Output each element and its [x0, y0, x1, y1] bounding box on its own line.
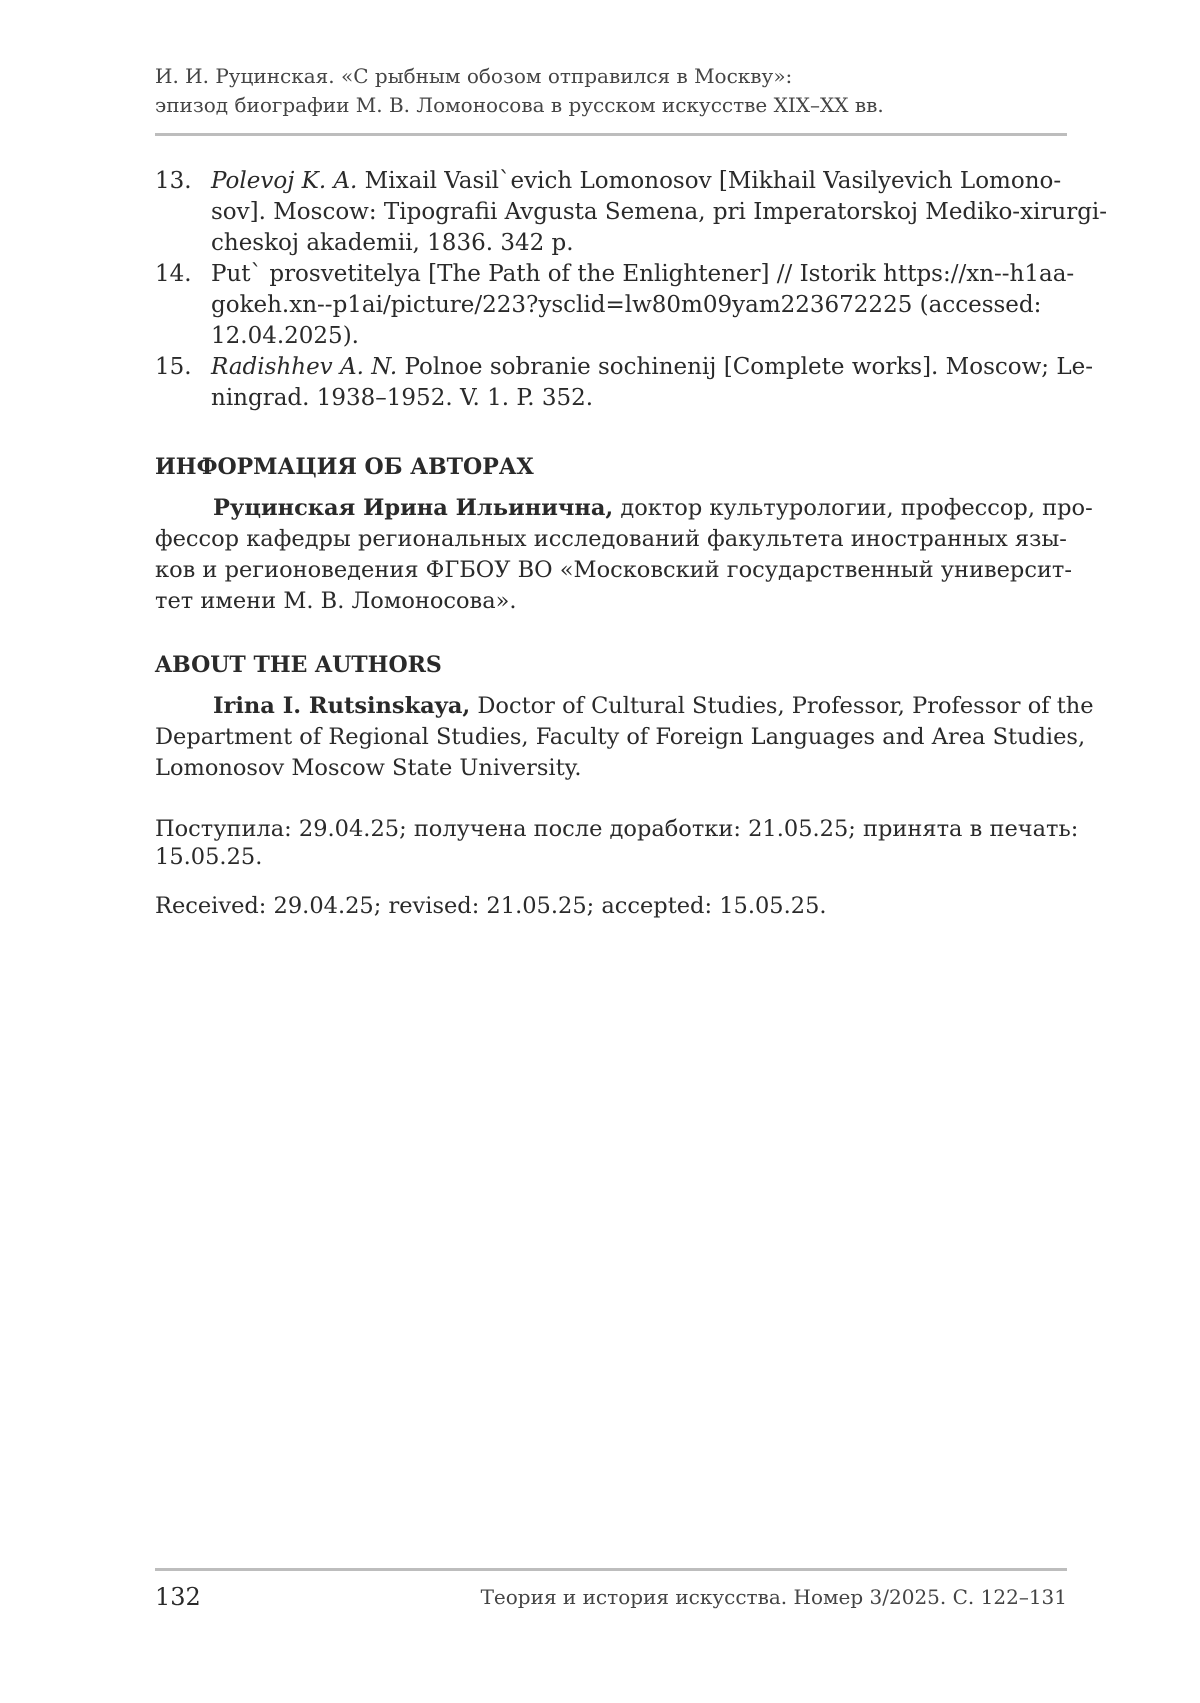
paragraph-line: Irina I. Rutsinskaya, Doctor of Cultural Studies, Professor, Professor of the — [213, 693, 1094, 719]
reference-line: Put` prosvetitelya [The Path of the Enlightener] // Istorik https://xn--h1aa- — [211, 261, 1075, 287]
reference-line: ningrad. 1938–1952. V. 1. P. 352. — [211, 385, 594, 411]
reference-number: 13. — [155, 168, 192, 194]
dates-ru-line: 15.05.25. — [155, 844, 263, 870]
reference-number: 15. — [155, 354, 192, 380]
reference-line: cheskoj akademii, 1836. 342 p. — [211, 230, 574, 256]
reference-item — [155, 166, 1108, 259]
paragraph-line: тет имени М. В. Ломоносова». — [155, 588, 517, 614]
running-header — [155, 62, 1067, 120]
page-number: 132 — [155, 1583, 201, 1611]
paragraph-line: ков и регионоведения ФГБОУ ВО «Московский государственный университ- — [155, 557, 1072, 583]
dates-ru — [155, 815, 1078, 871]
author-name-ru: Руцинская Ирина Ильинична, — [213, 495, 614, 521]
paragraph-line: Руцинская Ирина Ильинична, доктор культурологии, профессор, про- — [213, 495, 1093, 521]
reference-line — [211, 352, 1094, 383]
reference-author: Radishhev A. N. — [211, 354, 398, 380]
reference-text: Mixail Vasil`evich Lomonosov [Mikhail Vasilyevich Lomono- — [357, 168, 1062, 194]
header-divider — [155, 133, 1067, 136]
authors-ru-paragraph — [155, 493, 1093, 617]
footer-divider — [155, 1568, 1067, 1571]
reference-line: gokeh.xn--p1ai/picture/223?ysclid=lw80m09yam223672225 (accessed: — [211, 292, 1042, 318]
running-header-line-1: И. И. Руцинская. «С рыбным обозом отправился в Москву»: — [155, 64, 793, 88]
paragraph-line: Lomonosov Moscow State University. — [155, 755, 582, 781]
reference-line — [211, 166, 1075, 197]
dates-en — [155, 892, 827, 920]
paragraph-line: Department of Regional Studies, Faculty of Foreign Languages and Area Studies, — [155, 724, 1086, 750]
reference-line: sov]. Moscow: Tipografii Avgusta Semena, pri Imperatorskoj Mediko-xirurgi- — [211, 199, 1108, 225]
reference-text: Polnoe sobranie sochinenij [Complete works]. Moscow; Le- — [397, 354, 1094, 380]
reference-item — [155, 259, 1075, 352]
authors-ru-heading: ИНФОРМАЦИЯ ОБ АВТОРАХ — [155, 454, 534, 480]
reference-author: Polevoj K. A. — [211, 168, 358, 194]
authors-en-paragraph — [155, 691, 1094, 784]
dates-ru-line: Поступила: 29.04.25; получена после доработки: 21.05.25; принята в печать: — [155, 816, 1079, 842]
running-header-line-2: эпизод биографии М. В. Ломоносова в русском искусстве XIX–XX вв. — [155, 93, 884, 117]
reference-item — [155, 352, 1094, 414]
reference-line: 12.04.2025). — [211, 323, 359, 349]
dates-en-line: Received: 29.04.25; revised: 21.05.25; accepted: 15.05.25. — [155, 893, 827, 919]
reference-number: 14. — [155, 261, 192, 287]
reference-list — [155, 166, 1108, 414]
authors-en-heading: ABOUT THE AUTHORS — [155, 652, 442, 678]
author-name-en: Irina I. Rutsinskaya, — [213, 693, 471, 719]
paragraph-line: фессор кафедры региональных исследований факультета иностранных язы- — [155, 526, 1067, 552]
journal-citation: Теория и история искусства. Номер 3/2025. С. 122–131 — [480, 1585, 1067, 1609]
